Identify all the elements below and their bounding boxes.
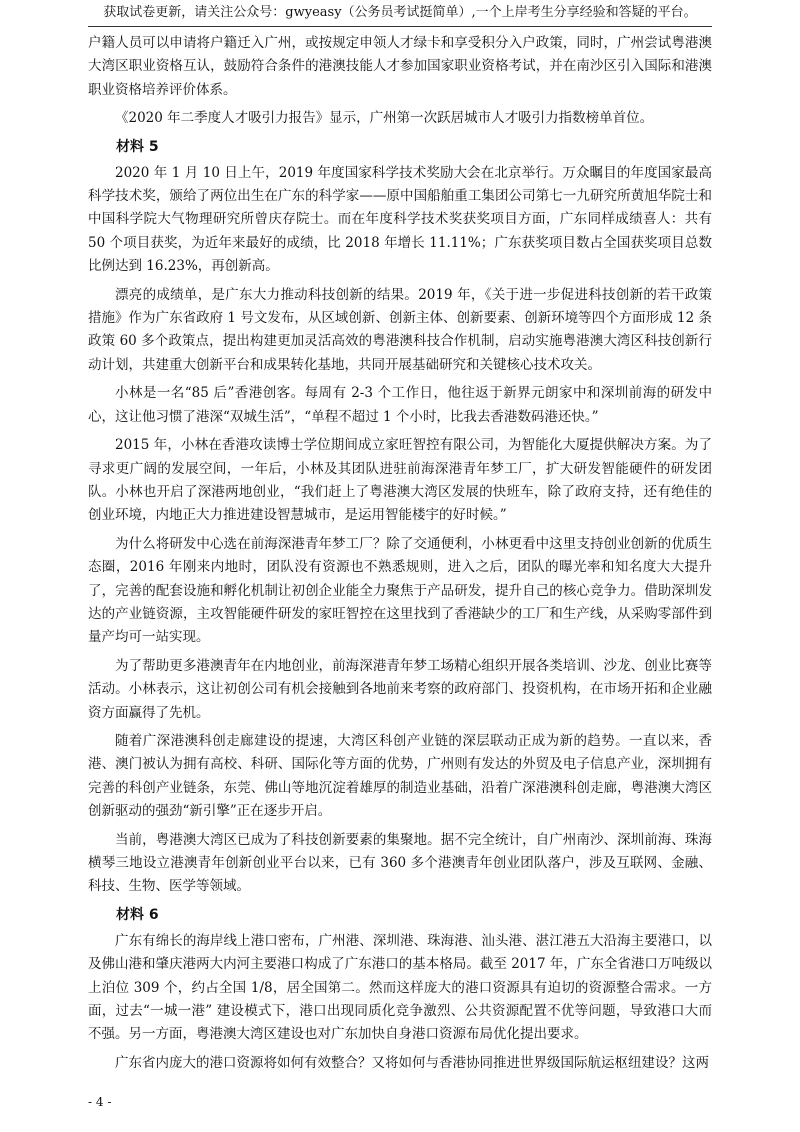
page-number: - 4 - (88, 1095, 112, 1109)
paragraph: 当前，粤港澳大湾区已成为了科技创新要素的集聚地。据不完全统计，自广州南沙、深圳前海、珠海横琴三地设立港澳青年创新创业平台以来，已有 360 多个港澳青年创业团队落户，涉及互联网、金融、科技、生物、医学等领域。 (88, 831, 712, 895)
paragraph: 小林是一名“85 后”香港创客。每周有 2-3 个工作日，他往返于新界元朗家中和深圳前海的研发中心，这让他习惯了港深“双城生活”，“单程不超过 1 个小时，比我去香港数码港还快。” (88, 385, 712, 425)
paragraph: 广东省内庞大的港口资源将如何有效整合？又将如何与香港协同推进世界级国际航运枢纽建设？这两 (115, 1054, 709, 1071)
paragraph: 随着广深港澳科创走廊建设的提速，大湾区科创产业链的深层联动正成为新的趋势。一直以来，香港、澳门被认为拥有高校、科研、国际化等方面的优势，广州则有发达的外贸及电子信息产业，深圳拥有完善的科创产业链条，东莞、佛山等地沉淀着雄厚的制造业基础，沿着广深港澳科创走廊，粤港澳大湾区创新驱动的强劲“新引擎”正在逐步开启。 (88, 732, 712, 820)
paragraph: 漂亮的成绩单，是广东大力推动科技创新的结果。2019 年，《关于进一步促进科技创新的若干政策措施》作为广东省政府 1 号文发布，从区域创新、创新主体、创新要素、创新环境等四个方面形成 12 条政策 60 多个政策点，提出构建更加灵活高效的粤港澳科技合作机制，启动实施粤港澳大湾区科技创新行动计划，共建重大创新平台和成果转化基地，共同开展基础研究和关键核心技术攻关。 (88, 286, 712, 373)
paragraph: 《2020 年二季度人才吸引力报告》显示，广州第一次跃居城市人才吸引力指数榜单首位。 (115, 110, 654, 127)
paragraph: 广东有绵长的海岸线上港口密布，广州港、深圳港、珠海港、汕头港、湛江港五大沿海主要港口，以及佛山港和肇庆港两大内河主要港口构成了广东港口的基本格局。截至 2017 年，广东全省港口万吨级以上泊位 309 个，约占全国 1/8，居全国第二。然而这样庞大的港口资源具有迫切的资源整合需求。一方面，过去“一城一港” 建设模式下，港口出现同质化竞争激烈、公共资源配置不优等问题，导致港口大而不强。另一方面，粤港澳大湾区建设也对广东加快自身港口资源布局优化提出要求。 (88, 932, 712, 1043)
paragraph: 2020 年 1 月 10 日上午，2019 年度国家科学技术奖励大会在北京举行。万众瞩目的年度国家最高科学技术奖，颁给了两位出生在广东的科学家——原中国船舶重工集团公司第七一九研究所黄旭华院士和中国科学院大气物理研究所曾庆存院士。而在年度科学技术奖获奖项目方面，广东同样成绩喜人：共有 50 个项目获奖，为近年来最好的成绩，比 2018 年增长 11.11%；广东获奖项目数占全国获奖项目总数比例达到 16.23%，再创新高。 (88, 164, 712, 275)
paragraph: 为了帮助更多港澳青年在内地创业，前海深港青年梦工场精心组织开展各类培训、沙龙、创业比赛等活动。小林表示，这让初创公司有机会接触到各地前来考察的政府部门、投资机构，在市场开拓和企业融资方面赢得了先机。 (88, 657, 712, 721)
section-title: 材料 5 (116, 138, 159, 155)
document-body (88, 32, 712, 1080)
paragraph: 为什么将研发中心选在前海深港青年梦工厂？除了交通便利，小林更看中这里支持创业创新的优质生态圈，2016 年刚来内地时，团队没有资源也不熟悉规则，进入之后，团队的曝光率和知名度大大提升了，完善的配套设施和孵化机制让初创企业能全力聚焦于产品研发，提升自己的核心竞争力。借助深圳发达的产业链资源，主攻智能硬件研发的家旺智控在这里找到了香港缺少的工厂和生产线，从采购零部件到量产均可一站实现。 (88, 535, 712, 646)
paragraph: 户籍人员可以申请将户籍迁入广州，或按规定申领人才绿卡和享受积分入户政策，同时，广州尝试粤港澳大湾区职业资格互认，鼓励符合条件的港澳技能人才参加国家职业资格考试，并在南沙区引入国际和港澳职业资格培养评价体系。 (88, 35, 712, 98)
header-notice: 获取试卷更新，请关注公众号：gwyeasy（公务员考试挺简单）,一个上岸考生分享经验和答疑的平台。 (88, 4, 712, 27)
paragraph: 2015 年，小林在香港攻读博士学位期间成立家旺智控有限公司，为智能化大厦提供解决方案。为了寻求更广阔的发展空间，一年后，小林及其团队进驻前海深港青年梦工厂，扩大研发智能硬件的研发团队。小林也开启了深港两地创业，“我们赶上了粤港澳大湾区发展的快班车，除了政府支持，还有绝佳的创业环境，内地正大力推进建设智慧城市，是运用智能楼宇的好时候。” (88, 437, 712, 524)
section-title: 材料 6 (116, 906, 159, 923)
